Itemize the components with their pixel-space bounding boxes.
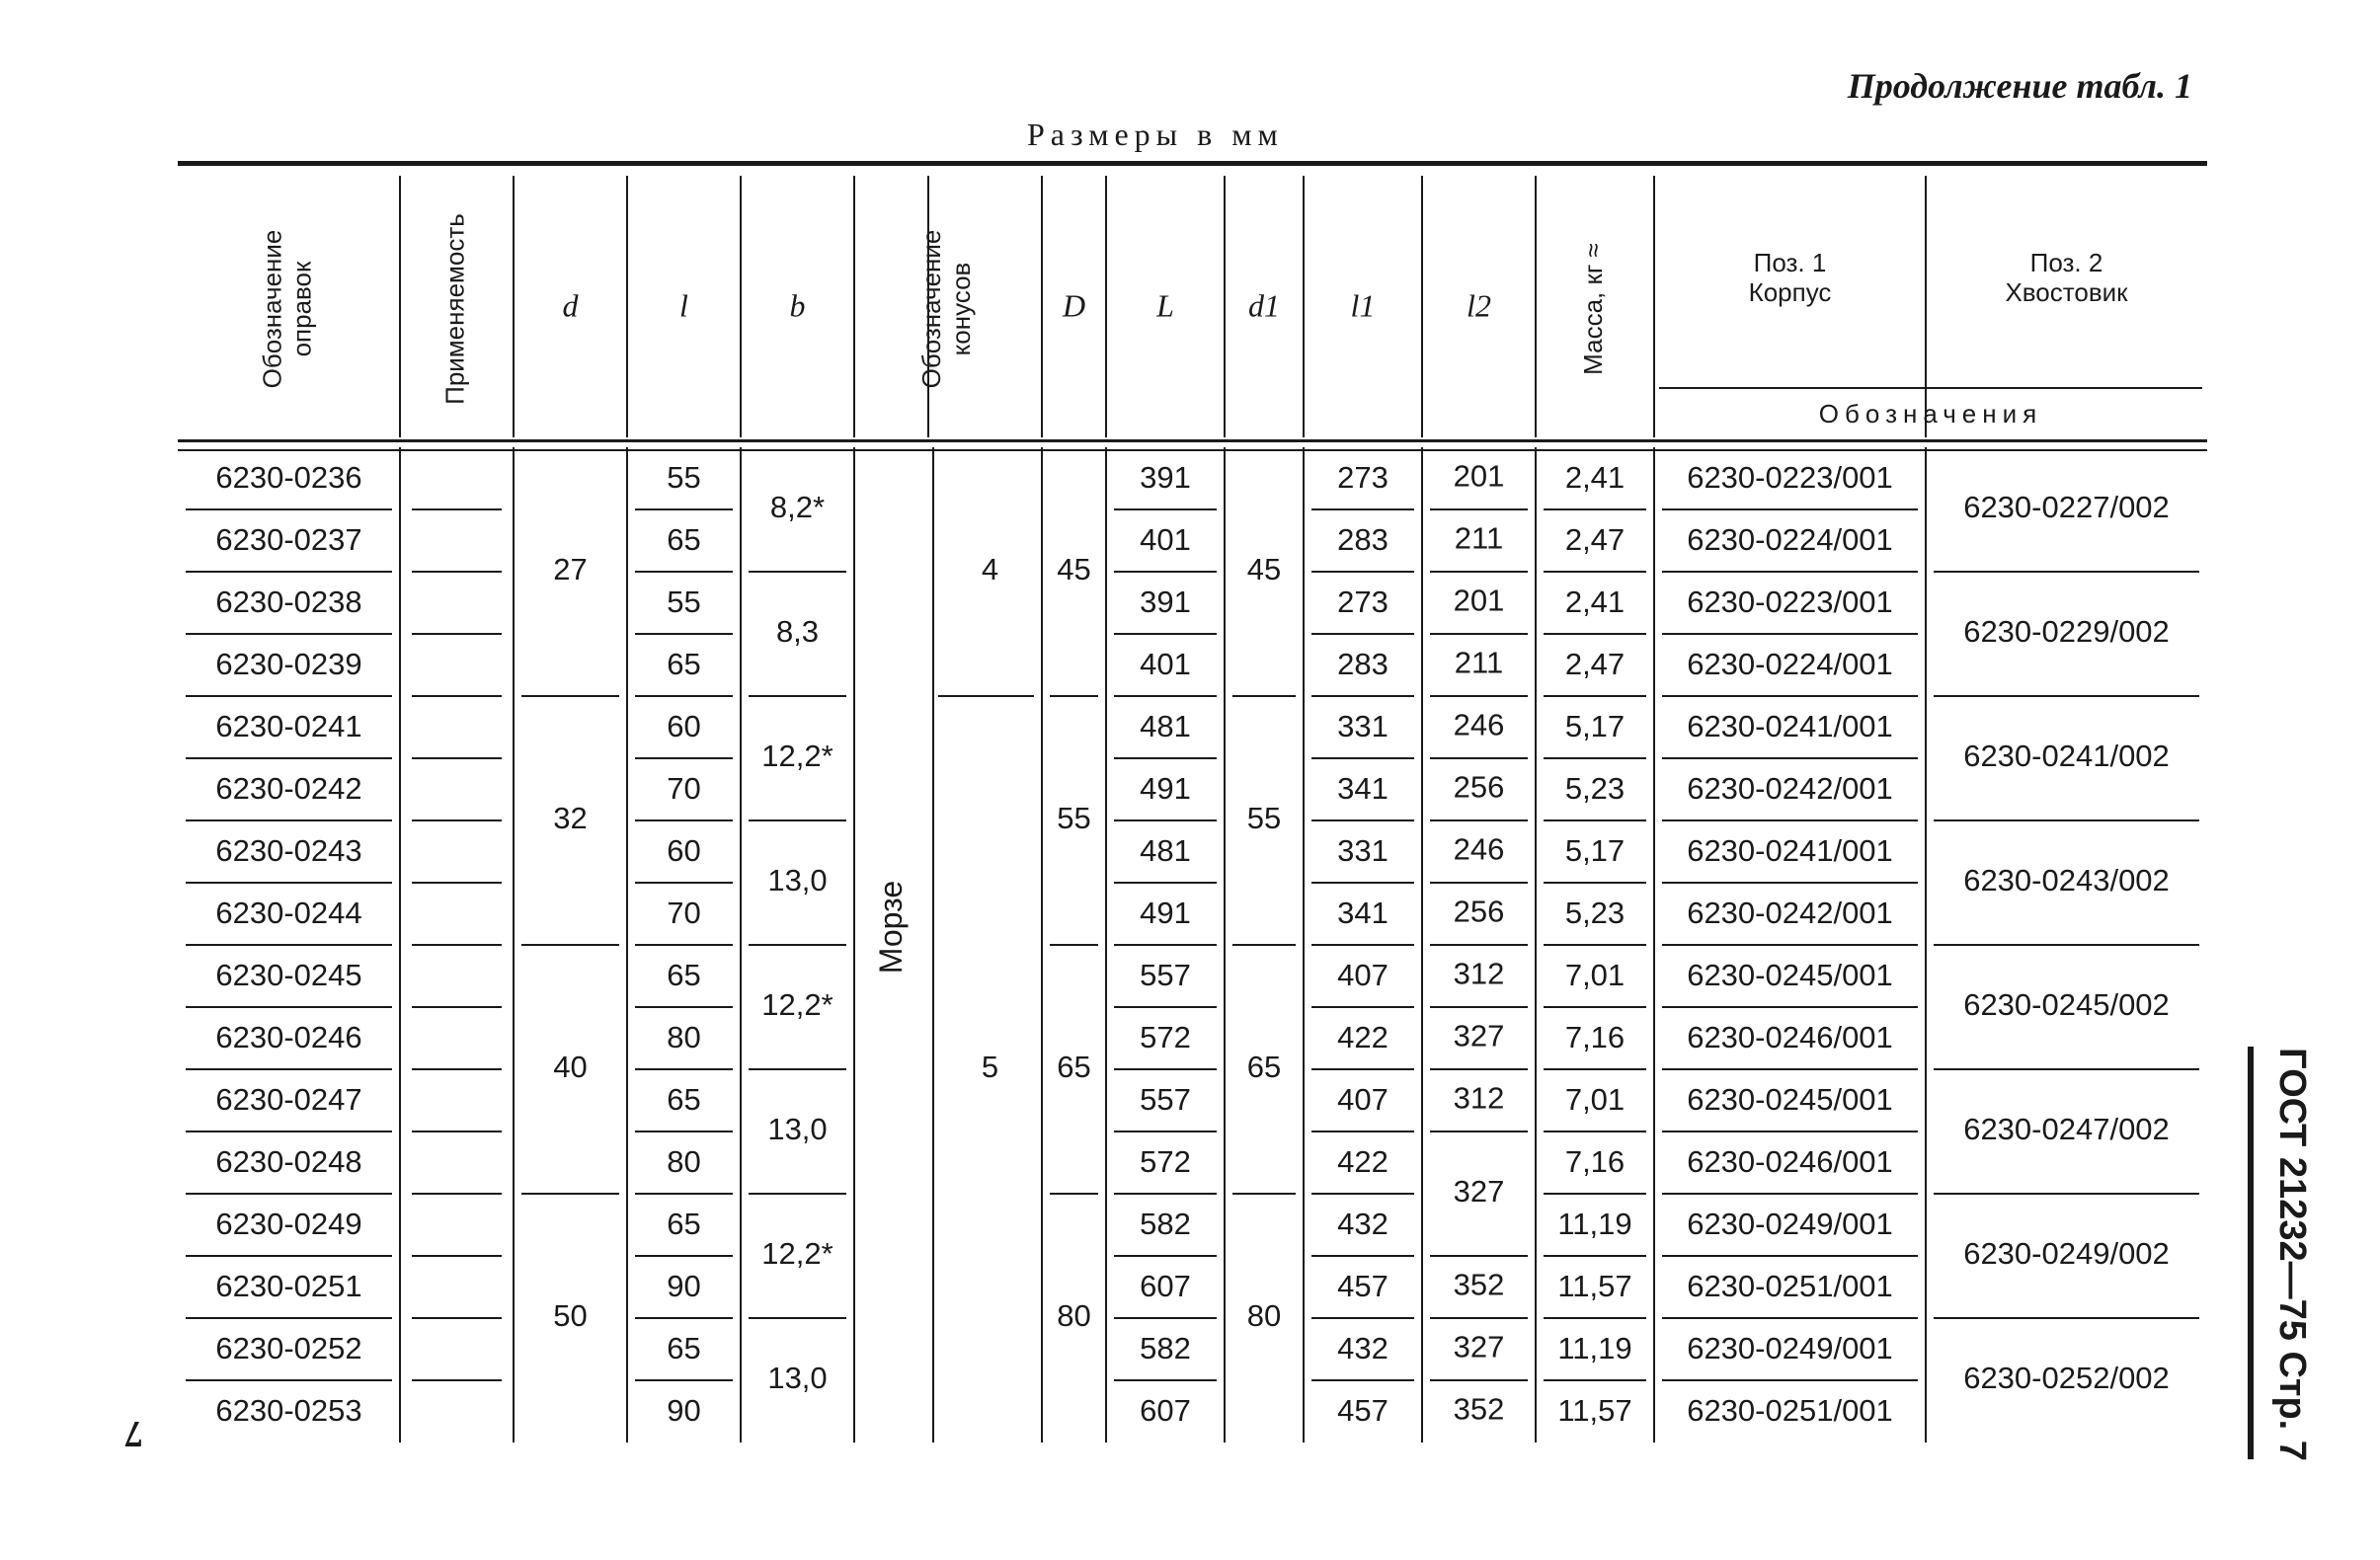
- cell-L: 401: [1140, 647, 1191, 682]
- cell-l: 65: [667, 958, 701, 993]
- cell-mass: 7,01: [1564, 1082, 1626, 1118]
- cell-mass: 5,17: [1564, 709, 1626, 744]
- header-l: l: [679, 287, 688, 324]
- cone-name: Морзе: [872, 880, 909, 975]
- group-l2: 327: [1453, 1174, 1505, 1209]
- cell-pos1: 6230-0246/001: [1687, 1020, 1893, 1055]
- cell-code: 6230-0252: [215, 1331, 362, 1366]
- cell-mass: 5,23: [1564, 771, 1626, 807]
- group-d: 50: [553, 1298, 588, 1334]
- cell-mass: 7,16: [1564, 1144, 1626, 1180]
- cell-l1: 331: [1337, 833, 1388, 869]
- group-pos2: 6230-0227/002: [1963, 490, 2170, 525]
- header-d1: d1: [1248, 287, 1280, 324]
- cell-mass: 7,01: [1564, 958, 1626, 993]
- cell-pos1: 6230-0223/001: [1687, 585, 1893, 620]
- header-mass: Масса, кг ≈: [1577, 243, 1608, 375]
- specs-table: [178, 166, 2207, 1479]
- header-pos2-b: Хвостовик: [2005, 276, 2128, 307]
- cell-pos1: 6230-0249/001: [1687, 1331, 1893, 1366]
- header-D: D: [1062, 287, 1086, 324]
- header-b: b: [789, 287, 806, 324]
- group-d: 40: [553, 1050, 588, 1085]
- cell-l: 90: [667, 1393, 701, 1429]
- cell-l1: 432: [1337, 1331, 1388, 1366]
- cell-L: 582: [1140, 1207, 1191, 1242]
- cell-mass: 11,19: [1557, 1207, 1632, 1242]
- cell-L: 557: [1140, 1082, 1191, 1118]
- page-number: 7: [124, 1413, 143, 1454]
- header-pos1-b: Корпус: [1748, 276, 1832, 307]
- group-pos2: 6230-0241/002: [1963, 739, 2170, 774]
- group-l2: 352: [1453, 1391, 1505, 1427]
- group-d1: 45: [1246, 552, 1282, 587]
- cell-l1: 283: [1337, 647, 1388, 682]
- cell-pos1: 6230-0241/001: [1687, 833, 1893, 869]
- cell-pos1: 6230-0249/001: [1687, 1207, 1893, 1242]
- cell-L: 491: [1140, 896, 1191, 931]
- group-D: 65: [1057, 1050, 1091, 1085]
- cell-mass: 2,41: [1564, 460, 1626, 496]
- header-designation-b: оправок: [286, 261, 317, 357]
- cell-code: 6230-0247: [215, 1082, 362, 1118]
- group-d: 32: [553, 801, 588, 836]
- header-pos2-a: Поз. 2: [2029, 247, 2103, 277]
- group-l2: 201: [1453, 583, 1505, 618]
- cell-code: 6230-0249: [215, 1207, 362, 1242]
- cell-L: 391: [1140, 585, 1191, 620]
- cell-L: 481: [1140, 709, 1191, 744]
- header-l2: l2: [1467, 287, 1491, 324]
- cell-code: 6230-0242: [215, 771, 362, 807]
- cell-L: 572: [1140, 1144, 1191, 1180]
- cell-l: 80: [667, 1020, 701, 1055]
- cell-l: 70: [667, 896, 701, 931]
- header-d: d: [562, 287, 579, 324]
- sizes-caption: Размеры в мм: [1027, 117, 1284, 152]
- group-l2: 246: [1453, 707, 1505, 742]
- cell-mass: 7,16: [1564, 1020, 1626, 1055]
- cell-l: 65: [667, 1082, 701, 1118]
- cell-l1: 457: [1337, 1393, 1388, 1429]
- cell-l1: 341: [1337, 896, 1388, 931]
- cell-l1: 422: [1337, 1144, 1388, 1180]
- cell-l1: 407: [1337, 1082, 1388, 1118]
- cell-pos1: 6230-0251/001: [1687, 1269, 1893, 1304]
- group-b: 13,0: [767, 1361, 828, 1396]
- group-b: 13,0: [767, 863, 828, 898]
- group-d1: 65: [1246, 1050, 1282, 1085]
- cell-mass: 11,57: [1557, 1393, 1632, 1429]
- cell-L: 481: [1140, 833, 1191, 869]
- cell-L: 572: [1140, 1020, 1191, 1055]
- cell-l: 65: [667, 647, 701, 682]
- header-L: L: [1156, 287, 1174, 324]
- cell-mass: 2,47: [1564, 522, 1626, 558]
- group-d1: 80: [1246, 1298, 1282, 1334]
- cell-mass: 2,41: [1564, 585, 1626, 620]
- group-D: 55: [1057, 801, 1091, 836]
- header-l1: l1: [1350, 287, 1376, 324]
- group-pos2: 6230-0243/002: [1963, 863, 2170, 898]
- cell-code: 6230-0248: [215, 1144, 362, 1180]
- continuation-label: Продолжение табл. 1: [1847, 66, 2192, 106]
- group-pos2: 6230-0229/002: [1963, 614, 2170, 650]
- cell-l1: 457: [1337, 1269, 1388, 1304]
- header-cone-a: Обозначение: [915, 229, 946, 389]
- group-l2: 327: [1453, 1018, 1505, 1053]
- cell-code: 6230-0253: [215, 1393, 362, 1429]
- gost-side-text: ГОСТ 21232—75 Стр. 7: [2270, 1047, 2313, 1461]
- cell-code: 6230-0246: [215, 1020, 362, 1055]
- cell-pos1: 6230-0224/001: [1687, 522, 1893, 558]
- group-D: 80: [1057, 1298, 1091, 1334]
- cell-L: 607: [1140, 1393, 1191, 1429]
- header-designations: Обозначения: [1818, 398, 2043, 429]
- cell-L: 557: [1140, 958, 1191, 993]
- group-l2: 256: [1453, 769, 1505, 805]
- group-b: 12,2*: [761, 1236, 833, 1272]
- group-d: 27: [553, 552, 588, 587]
- cell-pos1: 6230-0245/001: [1687, 1082, 1893, 1118]
- group-pos2: 6230-0245/002: [1963, 987, 2170, 1023]
- cell-code: 6230-0239: [215, 647, 362, 682]
- cell-l1: 273: [1337, 585, 1388, 620]
- cell-l1: 422: [1337, 1020, 1388, 1055]
- cell-l: 55: [667, 460, 701, 496]
- cell-l: 55: [667, 585, 701, 620]
- group-cone-num: 5: [981, 1050, 999, 1085]
- header-applicability: Применяемость: [439, 213, 470, 405]
- group-l2: 312: [1453, 1080, 1505, 1116]
- group-cone-num: 4: [981, 552, 999, 587]
- cell-l: 65: [667, 522, 701, 558]
- cell-l1: 432: [1337, 1207, 1388, 1242]
- group-b: 8,3: [775, 614, 820, 650]
- group-l2: 246: [1453, 831, 1505, 867]
- cell-pos1: 6230-0245/001: [1687, 958, 1893, 993]
- cell-pos1: 6230-0223/001: [1687, 460, 1893, 496]
- group-pos2: 6230-0249/002: [1963, 1236, 2170, 1272]
- cell-l1: 407: [1337, 958, 1388, 993]
- group-b: 13,0: [767, 1112, 828, 1147]
- cell-code: 6230-0243: [215, 833, 362, 869]
- cell-mass: 5,17: [1564, 833, 1626, 869]
- cell-l: 90: [667, 1269, 701, 1304]
- group-b: 12,2*: [761, 987, 833, 1023]
- header-pos1-a: Поз. 1: [1753, 247, 1827, 277]
- cell-l1: 331: [1337, 709, 1388, 744]
- cell-pos1: 6230-0251/001: [1687, 1393, 1893, 1429]
- cell-L: 391: [1140, 460, 1191, 496]
- group-b: 12,2*: [761, 739, 833, 774]
- cell-pos1: 6230-0224/001: [1687, 647, 1893, 682]
- group-l2: 201: [1453, 458, 1505, 494]
- group-l2: 211: [1454, 645, 1504, 680]
- group-l2: 211: [1454, 520, 1504, 556]
- cell-l: 60: [667, 709, 701, 744]
- cell-mass: 2,47: [1564, 647, 1626, 682]
- cell-L: 582: [1140, 1331, 1191, 1366]
- side-rule: [2248, 1047, 2254, 1459]
- cell-code: 6230-0236: [215, 460, 362, 496]
- group-l2: 352: [1453, 1267, 1505, 1302]
- cell-L: 491: [1140, 771, 1191, 807]
- cell-l1: 283: [1337, 522, 1388, 558]
- cell-l1: 341: [1337, 771, 1388, 807]
- cell-l1: 273: [1337, 460, 1388, 496]
- cell-l: 60: [667, 833, 701, 869]
- cell-l: 70: [667, 771, 701, 807]
- header-designation-a: Обозначение: [257, 229, 287, 389]
- group-pos2: 6230-0247/002: [1963, 1112, 2170, 1147]
- group-l2: 256: [1453, 894, 1505, 929]
- gost-side-label: [2261, 1047, 2321, 1461]
- group-l2: 327: [1453, 1329, 1505, 1365]
- cell-pos1: 6230-0246/001: [1687, 1144, 1893, 1180]
- header-cone-b: конусов: [945, 262, 976, 356]
- cell-pos1: 6230-0242/001: [1687, 771, 1893, 807]
- cell-l: 80: [667, 1144, 701, 1180]
- cell-pos1: 6230-0242/001: [1687, 896, 1893, 931]
- cell-code: 6230-0238: [215, 585, 362, 620]
- cell-code: 6230-0245: [215, 958, 362, 993]
- cell-code: 6230-0237: [215, 522, 362, 558]
- cell-l: 65: [667, 1331, 701, 1366]
- group-l2: 312: [1453, 956, 1505, 991]
- cell-mass: 11,57: [1557, 1269, 1632, 1304]
- cell-code: 6230-0244: [215, 896, 362, 931]
- group-D: 45: [1057, 552, 1091, 587]
- cell-L: 401: [1140, 522, 1191, 558]
- cell-code: 6230-0251: [215, 1269, 362, 1304]
- group-pos2: 6230-0252/002: [1963, 1361, 2170, 1396]
- cell-L: 607: [1140, 1269, 1191, 1304]
- cell-l: 65: [667, 1207, 701, 1242]
- cell-code: 6230-0241: [215, 709, 362, 744]
- group-d1: 55: [1246, 801, 1282, 836]
- cell-mass: 11,19: [1557, 1331, 1632, 1366]
- cell-mass: 5,23: [1564, 896, 1626, 931]
- group-b: 8,2*: [769, 490, 826, 525]
- cell-pos1: 6230-0241/001: [1687, 709, 1893, 744]
